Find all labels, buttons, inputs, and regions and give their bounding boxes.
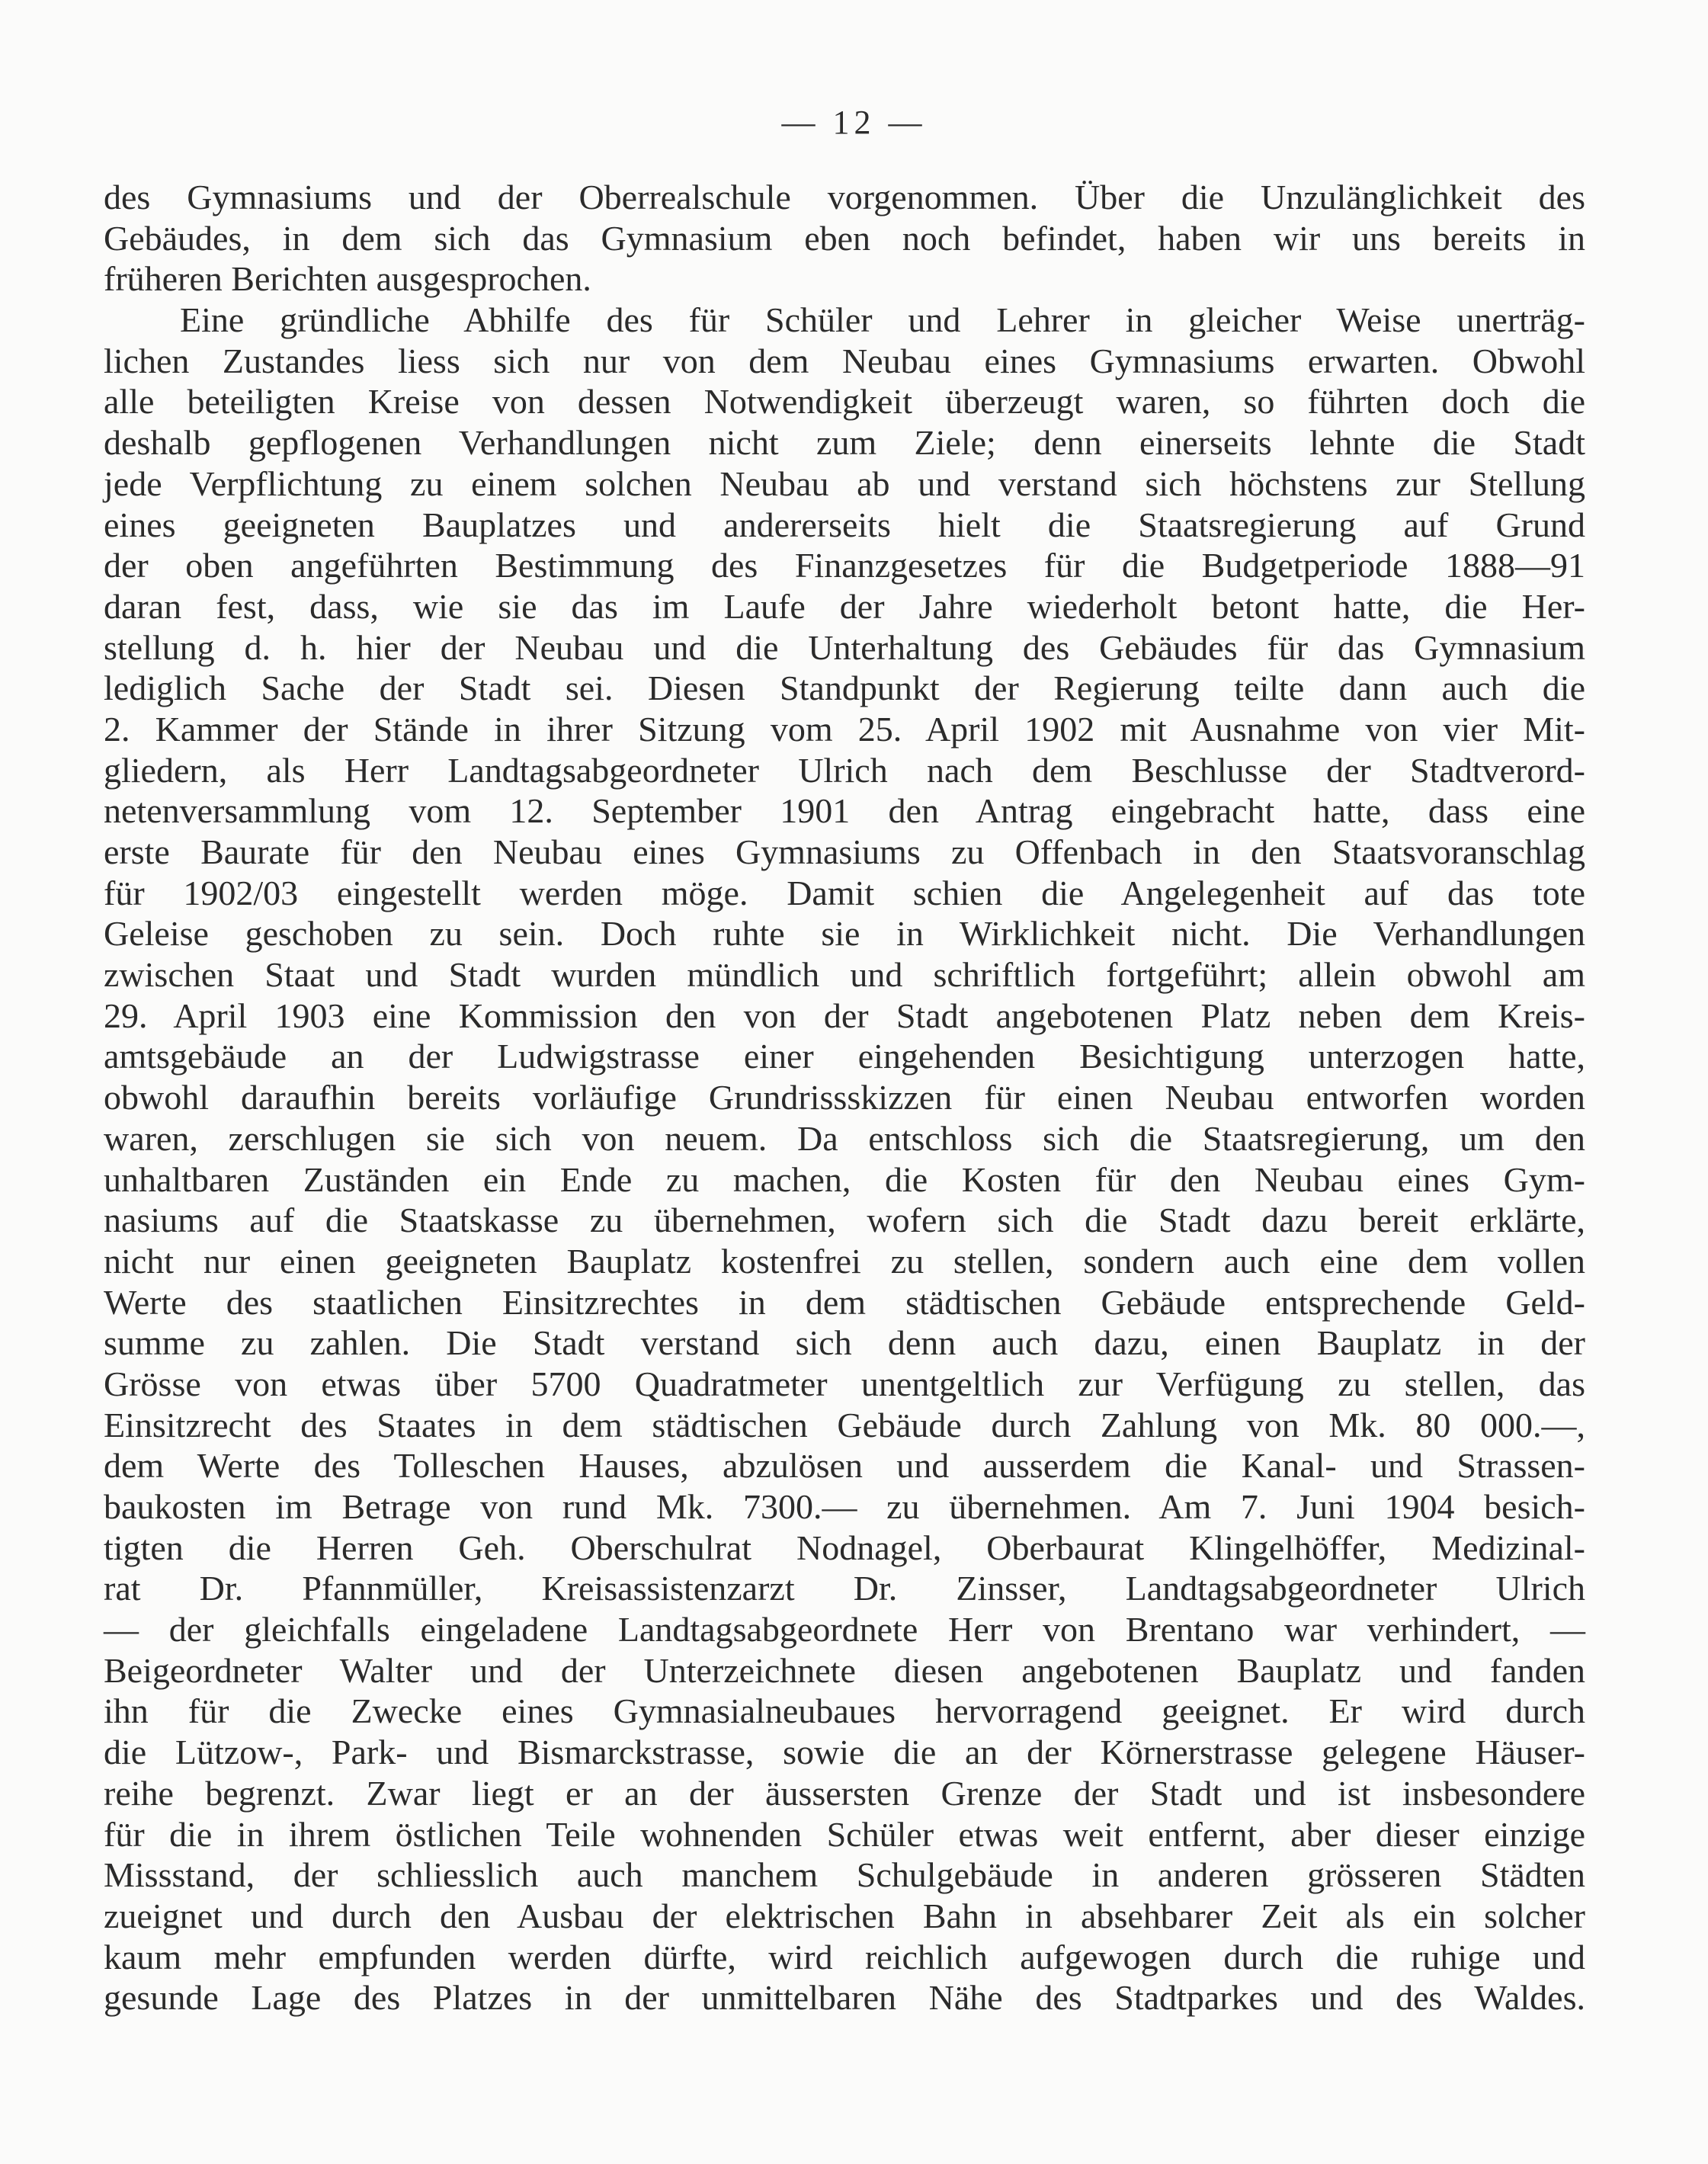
text-line: stellung d. h. hier der Neubau und die Unterhaltung des Gebäudes für das Gymnasium <box>104 627 1585 667</box>
page-number: — 12 — <box>781 104 927 141</box>
text-line: dem Werte des Tolleschen Hauses, abzulösen und ausserdem die Kanal- und Strassen- <box>104 1446 1585 1486</box>
text-line: — der gleichfalls eingeladene Landtagsabgeordnete Herr von Brentano war verhindert, — <box>104 1610 1585 1649</box>
text-line: reihe begrenzt. Zwar liegt er an der äussersten Grenze der Stadt und ist insbesondere <box>104 1773 1585 1813</box>
text-line: der oben angeführten Bestimmung des Finanzgesetzes für die Budgetperiode 1888—91 <box>104 546 1585 585</box>
text-line: obwohl daraufhin bereits vorläufige Grundrissskizzen für einen Neubau entworfen worden <box>104 1078 1585 1117</box>
text-line: netenversammlung vom 12. September 1901 den Antrag eingebracht hatte, dass eine <box>104 791 1585 831</box>
text-line: rat Dr. Pfannmüller, Kreisassistenzarzt Dr. Zinsser, Landtagsabgeordneter Ulrich <box>104 1569 1585 1608</box>
text-line: kaum mehr empfunden werden dürfte, wird reichlich aufgewogen durch die ruhige und <box>104 1937 1585 1976</box>
text-line: früheren Berichten ausgesprochen. <box>104 259 591 299</box>
text-line: Beigeordneter Walter und der Unterzeichnete diesen angebotenen Bauplatz und fanden <box>104 1650 1585 1690</box>
text-line: gliedern, als Herr Landtagsabgeordneter Ulrich nach dem Beschlusse der Stadtverord- <box>104 750 1585 790</box>
text-line: ihn für die Zwecke eines Gymnasialneubaues hervorragend geeignet. Er wird durch <box>104 1691 1585 1731</box>
text-line: nasiums auf die Staatskasse zu übernehmen, wofern sich die Stadt dazu bereit erklärte, <box>104 1201 1585 1240</box>
text-line: 2. Kammer der Stände in ihrer Sitzung vom 25. April 1902 mit Ausnahme von vier Mit- <box>104 709 1585 749</box>
text-line: waren, zerschlugen sie sich von neuem. Da entschloss sich die Staatsregierung, um den <box>104 1118 1585 1158</box>
text-line: daran fest, dass, wie sie das im Laufe der Jahre wiederholt betont hatte, die Her- <box>104 586 1585 626</box>
text-line: Geleise geschoben zu sein. Doch ruhte sie in Wirklichkeit nicht. Die Verhandlungen <box>104 914 1585 954</box>
text-line: unhaltbaren Zuständen ein Ende zu machen, die Kosten für den Neubau eines Gym- <box>104 1159 1585 1199</box>
text-line: Gebäudes, in dem sich das Gymnasium eben noch befindet, haben wir uns bereits in <box>104 218 1585 258</box>
text-line: zwischen Staat und Stadt wurden mündlich und schriftlich fortgeführt; allein obwohl am <box>104 955 1585 995</box>
paragraph-first-line: Eine gründliche Abhilfe des für Schüler und Lehrer in gleicher Weise unerträg- <box>180 300 1585 340</box>
body-text <box>104 177 1585 2018</box>
text-line: des Gymnasiums und der Oberrealschule vorgenommen. Über die Unzulänglichkeit des <box>104 178 1585 216</box>
text-line: für die in ihrem östlichen Teile wohnenden Schüler etwas weit entfernt, aber dieser einzige <box>104 1814 1585 1854</box>
text-line: lichen Zustandes liess sich nur von dem Neubau eines Gymnasiums erwarten. Obwohl <box>104 341 1585 380</box>
text-line: summe zu zahlen. Die Stadt verstand sich denn auch dazu, einen Bauplatz in der <box>104 1323 1585 1363</box>
text-line: alle beteiligten Kreise von dessen Notwendigkeit überzeugt waren, so führten doch die <box>104 382 1585 422</box>
text-line: Missstand, der schliesslich auch manchem Schulgebäude in anderen grösseren Städten <box>104 1855 1585 1895</box>
text-line: tigten die Herren Geh. Oberschulrat Nodnagel, Oberbaurat Klingelhöffer, Medizinal- <box>104 1528 1585 1567</box>
text-line: lediglich Sache der Stadt sei. Diesen Standpunkt der Regierung teilte dann auch die <box>104 668 1585 708</box>
text-line: eines geeigneten Bauplatzes und andererseits hielt die Staatsregierung auf Grund <box>104 505 1585 544</box>
text-line: Werte des staatlichen Einsitzrechtes in dem städtischen Gebäude entsprechende Geld- <box>104 1282 1585 1322</box>
text-line: erste Baurate für den Neubau eines Gymnasiums zu Offenbach in den Staatsvoranschlag <box>104 832 1585 871</box>
text-line: Grösse von etwas über 5700 Quadratmeter unentgeltlich zur Verfügung zu stellen, das <box>104 1364 1585 1403</box>
text-line: baukosten im Betrage von rund Mk. 7300.— zu übernehmen. Am 7. Juni 1904 besich- <box>104 1487 1585 1526</box>
text-line: deshalb gepflogenen Verhandlungen nicht zum Ziele; denn einerseits lehnte die Stadt <box>104 423 1585 463</box>
text-line: gesunde Lage des Platzes in der unmittelbaren Nähe des Stadtparkes und des Waldes. <box>104 1978 1585 2018</box>
text-line: 29. April 1903 eine Kommission den von der Stadt angebotenen Platz neben dem Kreis- <box>104 995 1585 1035</box>
text-line: die Lützow-, Park- und Bismarckstrasse, sowie die an der Körnerstrasse gelegene Häuser- <box>104 1733 1585 1772</box>
text-line: Einsitzrecht des Staates in dem städtischen Gebäude durch Zahlung von Mk. 80 000.—, <box>104 1405 1585 1444</box>
text-line: amtsgebäude an der Ludwigstrasse einer eingehenden Besichtigung unterzogen hatte, <box>104 1037 1585 1076</box>
text-line: zueignet und durch den Ausbau der elektrischen Bahn in absehbarer Zeit als ein solcher <box>104 1896 1585 1935</box>
text-line: nicht nur einen geeigneten Bauplatz kostenfrei zu stellen, sondern auch eine dem vollen <box>104 1241 1585 1281</box>
text-line: für 1902/03 eingestellt werden möge. Damit schien die Angelegenheit auf das tote <box>104 873 1585 912</box>
text-line: jede Verpflichtung zu einem solchen Neubau ab und verstand sich höchstens zur Stellung <box>104 463 1585 503</box>
